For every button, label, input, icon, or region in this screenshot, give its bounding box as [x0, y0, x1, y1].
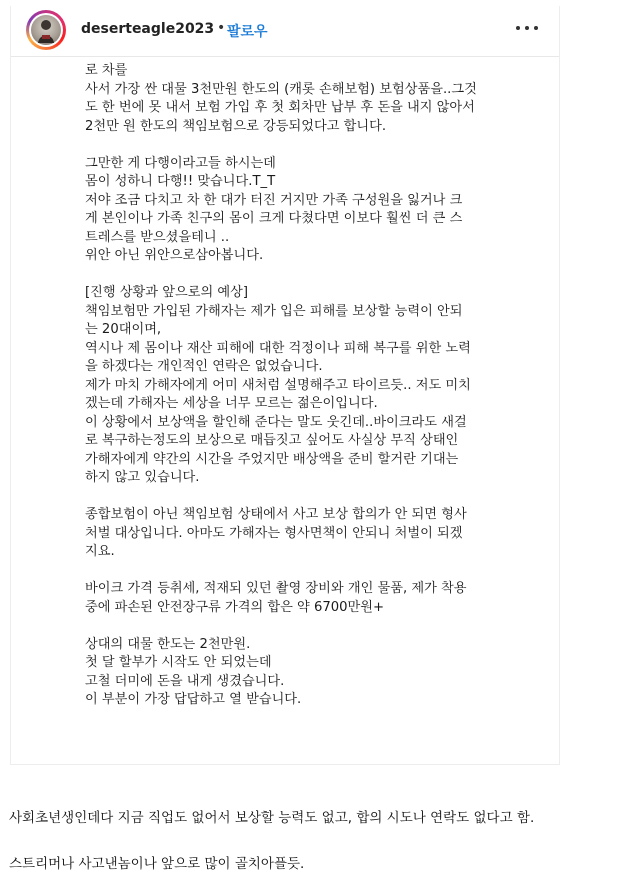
- post-header: [11, 6, 559, 57]
- more-horizontal-icon[interactable]: [516, 26, 538, 32]
- instagram-post-card: [10, 6, 560, 765]
- avatar[interactable]: [26, 10, 66, 50]
- post-username[interactable]: deserteagle2023: [81, 21, 215, 37]
- avatar-frame: [29, 13, 63, 47]
- separator-dot: •: [217, 20, 226, 36]
- follow-button[interactable]: 팔로우: [227, 24, 268, 40]
- post-body-text: 로 차를 사서 가장 싼 대물 3천만원 한도의 (캐롯 손해보험) 보험상품을..그것 도 한 번에 못 내서 보험 가입 후 첫 회차만 납부 후 돈을 내지 않아서 2천만 원 한도의 책임보험으로 강등되었다고 합니다. 그만한 게 다행이라고들 하시는데 몸이 성하니 다행!! 맞습니다.T_T 저야 조금 다치고 차 한 대가 터진 거지만 가족 구성원을 잃거나 크 게 본인이나 가족 친구의 몸이 크게 다쳤다면 이보다 훨씬 더 큰 스 트레스를 받으셨을테니 .. 위안 아닌 위안으로삼아봅니다. [진행 상황과 앞으로의 예상] 책임보험만 가입된 가해자는 제가 입은 피해를 보상할 능력이 안되 는 20대이며, 역시나 제 몸이나 재산 피해에 대한 걱정이나 피해 복구를 위한 노력 을 하겠다는 개인적인 연락은 없었습니다. 제가 마치 가해자에게 어미 새처럼 설명해주고 타이르듯.. 저도 미치 겠는데 가해자는 세상을 너무 모르는 젊은이입니다. 이 상황에서 보상액을 할인해 준다는 말도 웃긴데..바이크라도 새걸 로 복구하는정도의 보상으로 매듭짓고 싶어도 사실상 무직 상태인 가해자에게 약간의 시간을 주었지만 배상액을 준비 할거란 기대는 하지 않고 있습니다. 종합보험이 아닌 책임보험 상태에서 사고 보상 합의가 안 되면 형사 처벌 대상입니다. 아마도 가해자는 형사면책이 안되니 처벌이 되겠 지요. 바이크 가격 등취세, 적재되 있던 촬영 장비와 개인 물품, 제가 착용 중에 파손된 안전장구류 가격의 합은 약 6700만원+ 상대의 대물 한도는 2천만원. 첫 달 할부가 시작도 안 되었는데 고철 더미에 돈을 내게 생겼습니다. 이 부분이 가장 답답하고 열 받습니다.: [85, 63, 477, 707]
- caption-line-2: 스트리머나 사고낸놈이나 앞으로 많이 골치아플듯.: [9, 856, 305, 872]
- avatar-figure-icon: [31, 15, 61, 45]
- avatar-image: [31, 15, 61, 45]
- caption-line-1: 사회초년생인데다 지금 직업도 없어서 보상할 능력도 없고, 합의 시도나 연락도 없다고 함.: [9, 810, 535, 826]
